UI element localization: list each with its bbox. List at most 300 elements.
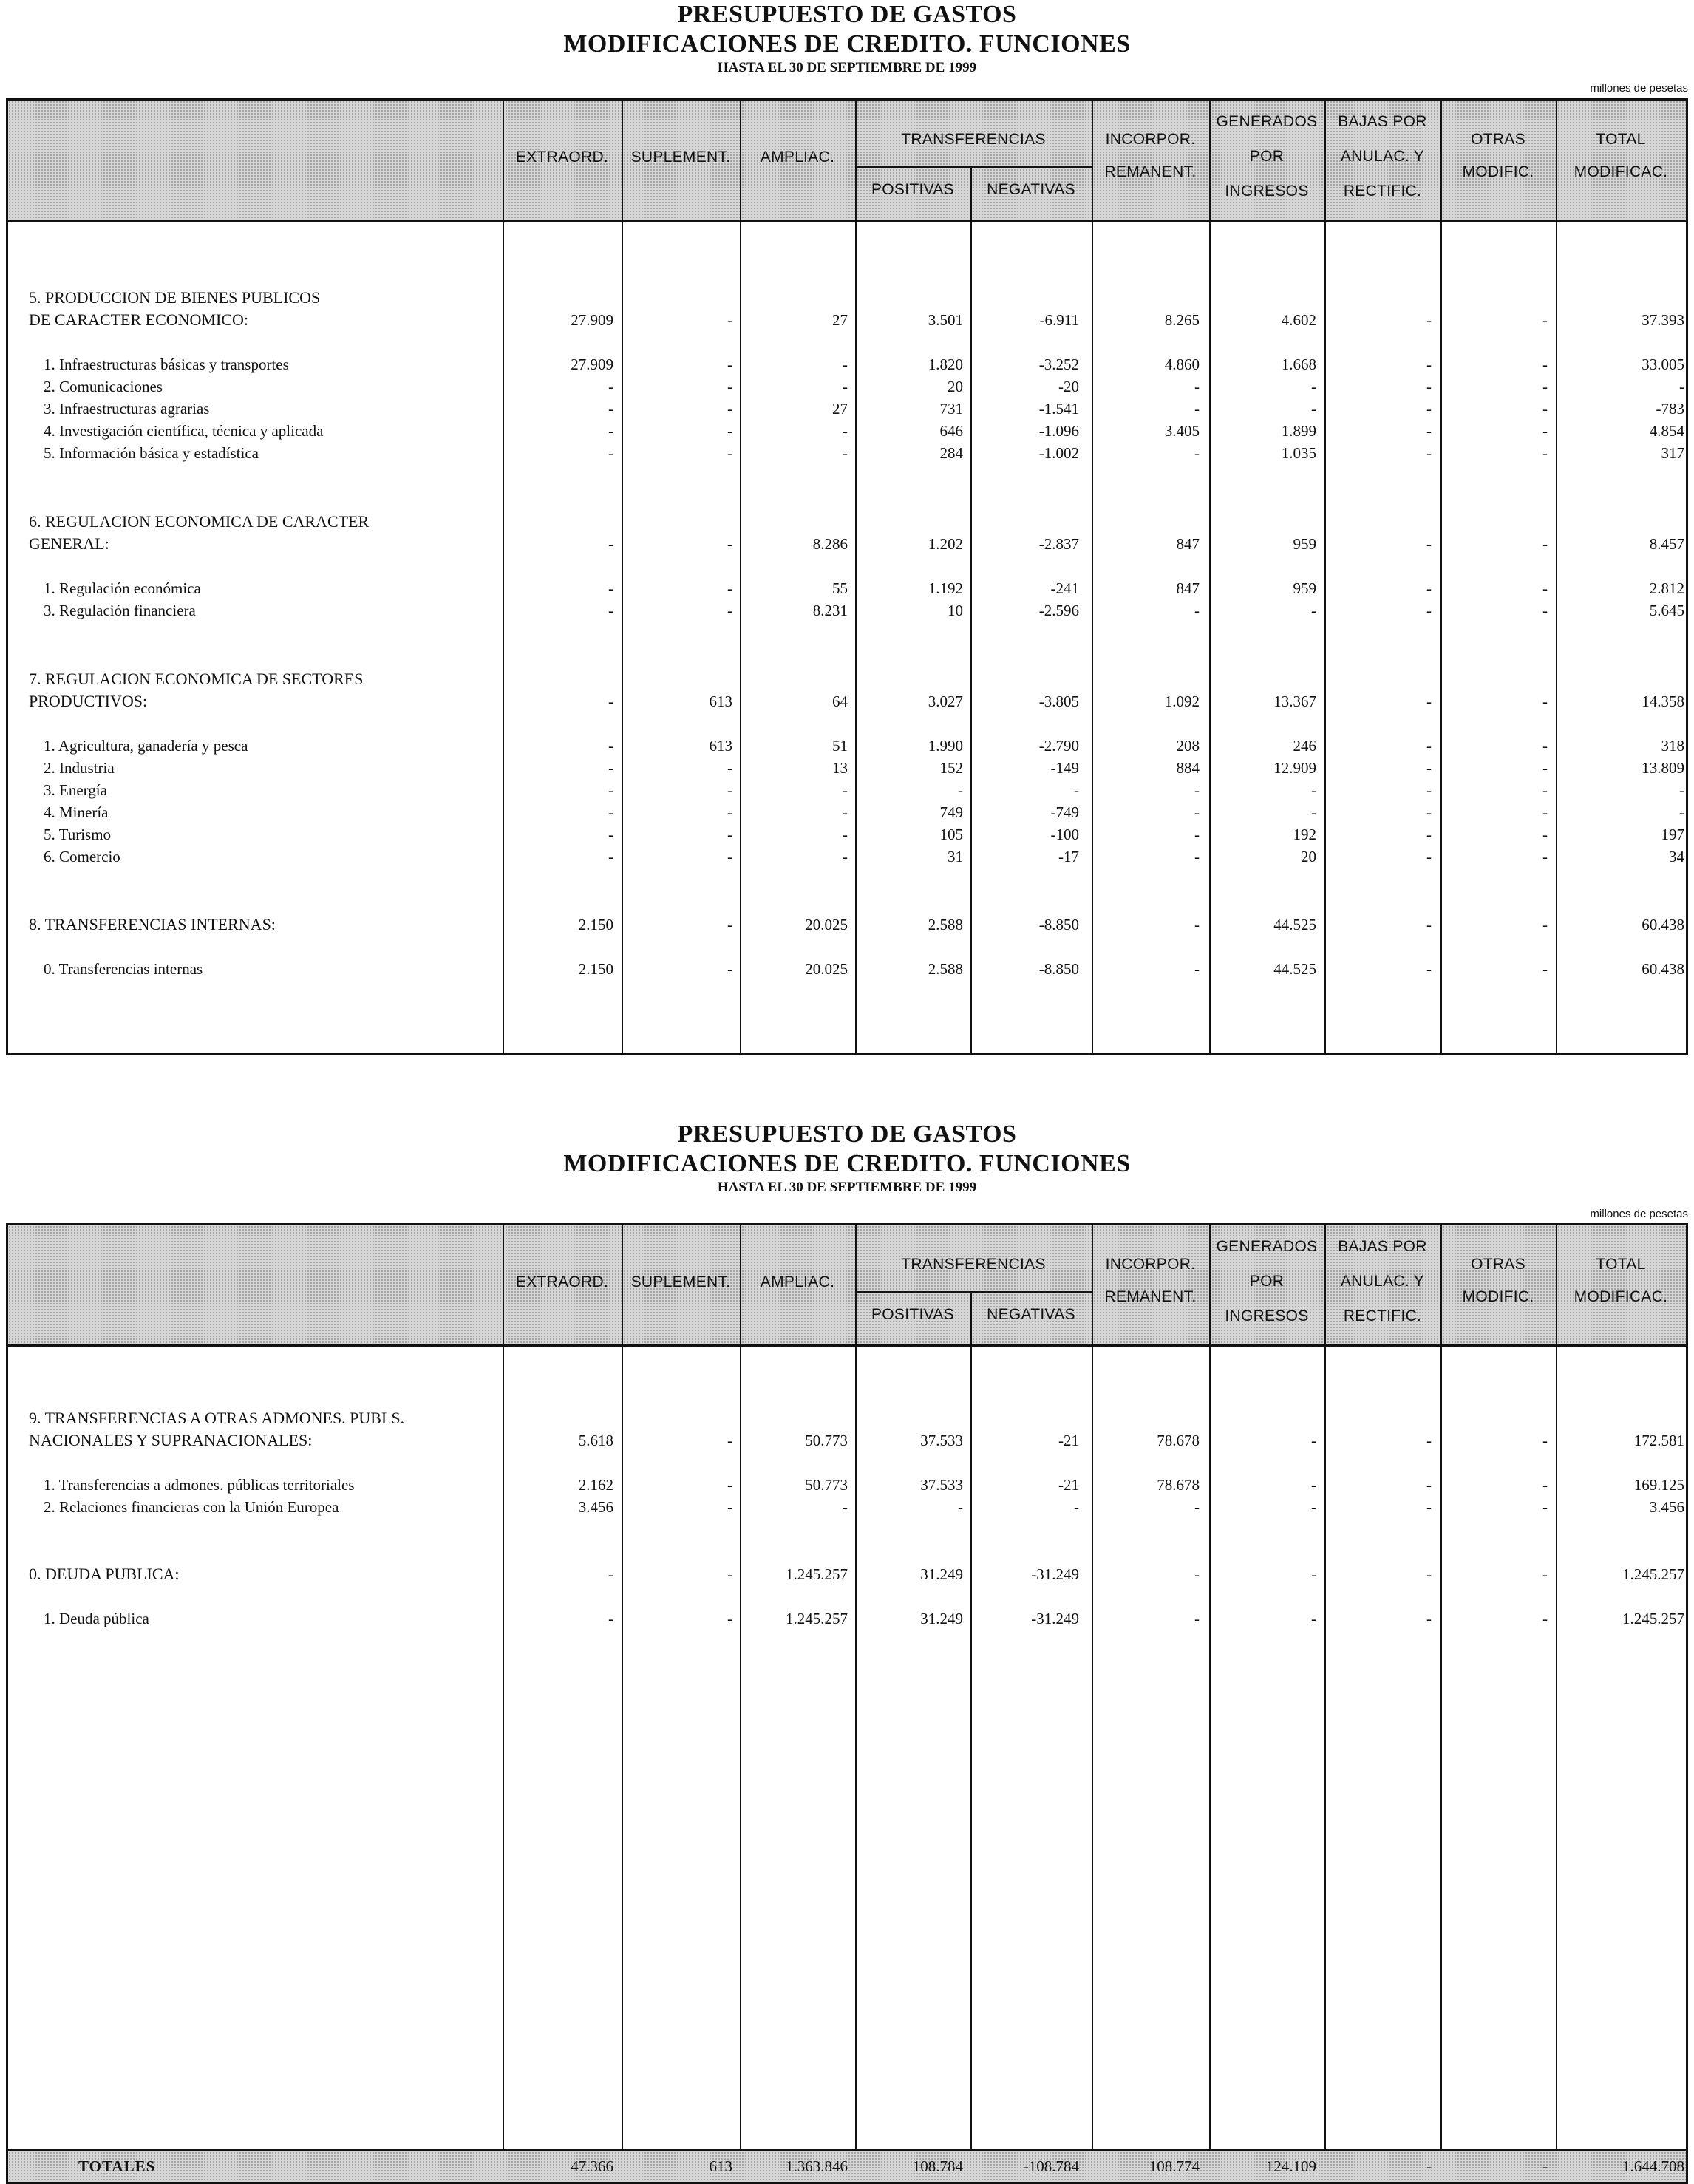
cell-suplement: - xyxy=(727,602,732,619)
cell-positivas: 731 xyxy=(939,400,963,418)
cell-incorpor: - xyxy=(1194,1498,1200,1516)
totals-incorpor: 108.774 xyxy=(1149,2157,1200,2175)
cell-bajas: - xyxy=(1426,1610,1432,1627)
cell-incorpor: - xyxy=(1194,602,1200,619)
cell-total: 13.809 xyxy=(1642,759,1684,777)
item-label: 2. Comunicaciones xyxy=(44,378,163,395)
col-suplement-header-line: SUPLEMENT. xyxy=(630,149,731,166)
cell-negativas: -6.911 xyxy=(1039,311,1079,329)
cell-negativas: -2.596 xyxy=(1038,602,1079,619)
col-transferencias-header xyxy=(855,129,1092,151)
table-row xyxy=(8,375,1686,398)
table-row xyxy=(8,801,1686,823)
cell-bajas: - xyxy=(1426,1498,1432,1516)
cell-generados: 12.909 xyxy=(1273,759,1316,777)
cell-extraord: - xyxy=(608,535,613,553)
table-1-header xyxy=(8,101,1686,222)
cell-total: 1.245.257 xyxy=(1622,1610,1684,1627)
cell-positivas: - xyxy=(958,1498,963,1516)
totals-otras: - xyxy=(1542,2157,1548,2175)
cell-otras: - xyxy=(1542,1498,1548,1516)
cell-total: 60.438 xyxy=(1642,916,1684,933)
cell-extraord: - xyxy=(608,693,613,710)
cell-total: - xyxy=(1679,803,1684,821)
cell-extraord: 27.909 xyxy=(571,311,613,329)
table-row xyxy=(8,958,1686,980)
cell-positivas: 1.820 xyxy=(928,356,963,373)
cell-suplement: 613 xyxy=(709,693,732,710)
cell-ampliac: - xyxy=(843,378,848,395)
column-divider xyxy=(622,1225,623,2182)
page1-date: HASTA EL 30 DE SEPTIEMBRE DE 1999 xyxy=(717,60,977,75)
cell-incorpor: - xyxy=(1194,1565,1200,1583)
cell-generados: 959 xyxy=(1293,535,1316,553)
cell-negativas: -1.096 xyxy=(1038,422,1079,440)
cell-extraord: 2.150 xyxy=(578,916,613,933)
table-row xyxy=(8,287,1686,309)
section-label: 6. REGULACION ECONOMICA DE CARACTER xyxy=(29,512,370,531)
cell-extraord: - xyxy=(608,602,613,619)
page2-units: millones de pesetas xyxy=(1590,1208,1688,1220)
cell-otras: - xyxy=(1542,400,1548,418)
cell-negativas: -3.805 xyxy=(1038,693,1079,710)
table-row xyxy=(8,1496,1686,1518)
column-divider xyxy=(1324,1225,1326,2182)
cell-total: - xyxy=(1679,781,1684,799)
cell-suplement: - xyxy=(727,444,732,462)
cell-positivas: 20 xyxy=(948,378,963,395)
cell-incorpor: 847 xyxy=(1176,535,1200,553)
column-divider xyxy=(1209,1225,1211,2182)
col-otras-header xyxy=(1440,129,1556,183)
cell-ampliac: 13 xyxy=(832,759,848,777)
cell-suplement: - xyxy=(727,535,732,553)
cell-total: 3.456 xyxy=(1649,1498,1684,1516)
cell-otras: - xyxy=(1542,826,1548,843)
cell-positivas: 1.202 xyxy=(928,535,963,553)
section-label: 8. TRANSFERENCIAS INTERNAS: xyxy=(29,915,276,933)
col-transferencias-header-line: TRANSFERENCIAS xyxy=(901,1256,1046,1273)
col-incorpor-header-line: INCORPOR. xyxy=(1105,131,1196,148)
item-label: 1. Transferencias a admones. públicas territoriales xyxy=(44,1476,355,1494)
cell-otras: - xyxy=(1542,848,1548,865)
col-generados-header-line: POR xyxy=(1249,148,1285,165)
page2-date: HASTA EL 30 DE SEPTIEMBRE DE 1999 xyxy=(717,1180,977,1195)
cell-incorpor: 78.678 xyxy=(1157,1476,1200,1494)
col-total-header xyxy=(1556,1253,1686,1308)
cell-generados: - xyxy=(1311,1565,1316,1583)
cell-ampliac: 27 xyxy=(832,311,848,329)
cell-incorpor: - xyxy=(1194,781,1200,799)
cell-ampliac: 20.025 xyxy=(805,916,848,933)
cell-total: 34 xyxy=(1669,848,1684,865)
table-row xyxy=(8,779,1686,801)
cell-incorpor: - xyxy=(1194,400,1200,418)
totals-generados: 124.109 xyxy=(1265,2157,1316,2175)
col-incorpor-header xyxy=(1092,1253,1209,1308)
cell-otras: - xyxy=(1542,535,1548,553)
col-bajas-header-line: ANULAC. Y xyxy=(1340,148,1425,165)
cell-negativas: -31.249 xyxy=(1031,1565,1079,1583)
cell-total: 318 xyxy=(1661,737,1684,755)
positivas-negativas-divider xyxy=(970,166,972,220)
cell-generados: - xyxy=(1311,378,1316,395)
table-row xyxy=(8,1608,1686,1630)
cell-suplement: - xyxy=(727,781,732,799)
column-divider xyxy=(1556,1225,1557,2182)
cell-otras: - xyxy=(1542,759,1548,777)
cell-incorpor: - xyxy=(1194,378,1200,395)
table-1 xyxy=(6,98,1688,1055)
col-ampliac-header-line: AMPLIAC. xyxy=(760,149,835,166)
col-suplement-header xyxy=(622,1271,740,1293)
page1-header xyxy=(0,0,1694,77)
cell-total: 60.438 xyxy=(1642,960,1684,978)
cell-generados: - xyxy=(1311,1498,1316,1516)
cell-otras: - xyxy=(1542,311,1548,329)
cell-total: 197 xyxy=(1661,826,1684,843)
cell-positivas: 31.249 xyxy=(920,1565,963,1583)
section-label: PRODUCTIVOS: xyxy=(29,692,148,710)
cell-otras: - xyxy=(1542,916,1548,933)
cell-suplement: - xyxy=(727,1565,732,1583)
cell-negativas: -8.850 xyxy=(1038,960,1079,978)
cell-bajas: - xyxy=(1426,400,1432,418)
cell-ampliac: - xyxy=(843,848,848,865)
cell-negativas: -21 xyxy=(1058,1476,1079,1494)
page1-title: PRESUPUESTO DE GASTOS xyxy=(677,1,1017,28)
cell-negativas: -20 xyxy=(1058,378,1079,395)
table-row xyxy=(8,398,1686,420)
cell-suplement: - xyxy=(727,1432,732,1449)
cell-otras: - xyxy=(1542,1565,1548,1583)
cell-total: 317 xyxy=(1661,444,1684,462)
cell-total: - xyxy=(1679,378,1684,395)
section-label: 0. DEUDA PUBLICA: xyxy=(29,1565,180,1583)
cell-positivas: 3.027 xyxy=(928,693,963,710)
cell-extraord: - xyxy=(608,737,613,755)
table-row xyxy=(8,1474,1686,1496)
cell-bajas: - xyxy=(1426,781,1432,799)
cell-generados: 959 xyxy=(1293,579,1316,597)
item-label: 2. Industria xyxy=(44,759,115,777)
cell-bajas: - xyxy=(1426,378,1432,395)
cell-generados: 4.602 xyxy=(1281,311,1316,329)
col-negativas-header-line: NEGATIVAS xyxy=(987,1306,1075,1323)
cell-total: 169.125 xyxy=(1633,1476,1684,1494)
cell-positivas: 31 xyxy=(948,848,963,865)
cell-otras: - xyxy=(1542,960,1548,978)
item-label: 3. Regulación financiera xyxy=(44,602,196,619)
cell-otras: - xyxy=(1542,1610,1548,1627)
cell-suplement: - xyxy=(727,400,732,418)
cell-positivas: 646 xyxy=(939,422,963,440)
cell-negativas: -149 xyxy=(1050,759,1079,777)
cell-ampliac: - xyxy=(843,422,848,440)
cell-generados: - xyxy=(1311,803,1316,821)
table-row xyxy=(8,846,1686,868)
col-bajas-header xyxy=(1324,111,1440,203)
table-row xyxy=(8,914,1686,936)
col-bajas-header-line: BAJAS POR xyxy=(1338,113,1427,130)
cell-generados: 1.035 xyxy=(1281,444,1316,462)
cell-negativas: -1.002 xyxy=(1038,444,1079,462)
cell-otras: - xyxy=(1542,444,1548,462)
col-incorpor-header-line: REMANENT. xyxy=(1104,1288,1197,1305)
cell-incorpor: 8.265 xyxy=(1164,311,1200,329)
positivas-negativas-divider xyxy=(970,1291,972,1344)
table-row xyxy=(8,1407,1686,1429)
cell-positivas: 31.249 xyxy=(920,1610,963,1627)
cell-ampliac: - xyxy=(843,1498,848,1516)
cell-incorpor: - xyxy=(1194,916,1200,933)
item-label: 4. Investigación científica, técnica y aplicada xyxy=(44,422,324,440)
table-row xyxy=(8,1429,1686,1452)
cell-bajas: - xyxy=(1426,848,1432,865)
cell-positivas: 1.192 xyxy=(928,579,963,597)
column-divider xyxy=(1440,1225,1442,2182)
cell-ampliac: 8.231 xyxy=(812,602,848,619)
item-label: 1. Infraestructuras básicas y transportes xyxy=(44,356,289,373)
col-positivas-header xyxy=(855,1304,970,1326)
cell-extraord: 2.162 xyxy=(578,1476,613,1494)
cell-suplement: - xyxy=(727,311,732,329)
cell-otras: - xyxy=(1542,781,1548,799)
cell-generados: 192 xyxy=(1293,826,1316,843)
col-generados-header xyxy=(1209,1236,1324,1327)
cell-extraord: 5.618 xyxy=(578,1432,613,1449)
cell-suplement: - xyxy=(727,1476,732,1494)
totals-total: 1.644.708 xyxy=(1622,2157,1684,2175)
cell-total: 2.812 xyxy=(1649,579,1684,597)
cell-negativas: -1.541 xyxy=(1038,400,1079,418)
cell-ampliac: - xyxy=(843,356,848,373)
cell-suplement: - xyxy=(727,848,732,865)
cell-ampliac: 27 xyxy=(832,400,848,418)
totals-row xyxy=(8,2149,1686,2182)
col-ampliac-header xyxy=(740,146,855,169)
col-generados-header-line: INGRESOS xyxy=(1225,1307,1309,1324)
cell-total: 4.854 xyxy=(1649,422,1684,440)
section-label: 9. TRANSFERENCIAS A OTRAS ADMONES. PUBLS. xyxy=(29,1409,405,1427)
col-generados-header-line: GENERADOS xyxy=(1216,1238,1318,1255)
cell-total: 8.457 xyxy=(1649,535,1684,553)
col-negativas-header xyxy=(970,1304,1092,1326)
table-row xyxy=(8,309,1686,331)
col-transferencias-header xyxy=(855,1253,1092,1276)
table-row xyxy=(8,757,1686,779)
cell-otras: - xyxy=(1542,579,1548,597)
cell-bajas: - xyxy=(1426,737,1432,755)
cell-bajas: - xyxy=(1426,579,1432,597)
item-label: 3. Energía xyxy=(44,781,107,799)
col-bajas-header-line: BAJAS POR xyxy=(1338,1238,1427,1255)
section-label: GENERAL: xyxy=(29,534,109,553)
col-extraord-header-line: EXTRAORD. xyxy=(515,1273,609,1290)
col-extraord-header xyxy=(503,146,622,169)
col-ampliac-header xyxy=(740,1271,855,1293)
cell-total: 14.358 xyxy=(1642,693,1684,710)
item-label: 1. Agricultura, ganadería y pesca xyxy=(44,737,248,755)
cell-extraord: - xyxy=(608,781,613,799)
cell-negativas: -8.850 xyxy=(1038,916,1079,933)
col-suplement-header xyxy=(622,146,740,169)
cell-incorpor: - xyxy=(1194,848,1200,865)
cell-extraord: 27.909 xyxy=(571,356,613,373)
cell-generados: - xyxy=(1311,1476,1316,1494)
cell-otras: - xyxy=(1542,356,1548,373)
cell-incorpor: - xyxy=(1194,826,1200,843)
cell-generados: 44.525 xyxy=(1273,960,1316,978)
cell-bajas: - xyxy=(1426,916,1432,933)
col-incorpor-header-line: REMANENT. xyxy=(1104,163,1197,180)
page2-subtitle: MODIFICACIONES DE CREDITO. FUNCIONES xyxy=(563,1150,1131,1177)
column-divider xyxy=(970,1347,972,2182)
column-divider xyxy=(740,1225,741,2182)
cell-otras: - xyxy=(1542,378,1548,395)
cell-extraord: - xyxy=(608,444,613,462)
cell-incorpor: 3.405 xyxy=(1164,422,1200,440)
cell-otras: - xyxy=(1542,803,1548,821)
cell-incorpor: - xyxy=(1194,960,1200,978)
cell-bajas: - xyxy=(1426,422,1432,440)
cell-generados: 246 xyxy=(1293,737,1316,755)
col-total-header-line: TOTAL xyxy=(1596,1256,1646,1273)
cell-ampliac: 1.245.257 xyxy=(786,1610,848,1627)
item-label: 5. Turismo xyxy=(44,826,112,843)
item-label: 4. Minería xyxy=(44,803,109,821)
cell-ampliac: 8.286 xyxy=(812,535,848,553)
cell-ampliac: - xyxy=(843,826,848,843)
cell-incorpor: 78.678 xyxy=(1157,1432,1200,1449)
cell-positivas: 749 xyxy=(939,803,963,821)
item-label: 0. Transferencias internas xyxy=(44,960,203,978)
cell-incorpor: 4.860 xyxy=(1164,356,1200,373)
table-row xyxy=(8,442,1686,464)
cell-bajas: - xyxy=(1426,356,1432,373)
table-row xyxy=(8,735,1686,757)
cell-positivas: 37.533 xyxy=(920,1432,963,1449)
cell-suplement: - xyxy=(727,826,732,843)
col-incorpor-header xyxy=(1092,129,1209,183)
totals-extraord: 47.366 xyxy=(571,2157,613,2175)
cell-ampliac: - xyxy=(843,781,848,799)
cell-total: 37.393 xyxy=(1642,311,1684,329)
cell-bajas: - xyxy=(1426,444,1432,462)
col-incorpor-header-line: INCORPOR. xyxy=(1105,1256,1196,1273)
cell-extraord: - xyxy=(608,759,613,777)
cell-negativas: -3.252 xyxy=(1038,356,1079,373)
cell-negativas: -241 xyxy=(1050,579,1079,597)
col-bajas-header-line: RECTIFIC. xyxy=(1343,183,1422,200)
section-label: DE CARACTER ECONOMICO: xyxy=(29,310,249,329)
cell-positivas: 152 xyxy=(939,759,963,777)
column-divider xyxy=(855,1225,857,2182)
cell-positivas: 1.990 xyxy=(928,737,963,755)
col-generados-header-line: POR xyxy=(1249,1273,1285,1290)
cell-ampliac: 20.025 xyxy=(805,960,848,978)
cell-ampliac: 1.245.257 xyxy=(786,1565,848,1583)
cell-suplement: - xyxy=(727,916,732,933)
cell-bajas: - xyxy=(1426,693,1432,710)
cell-negativas: -749 xyxy=(1050,803,1079,821)
cell-bajas: - xyxy=(1426,759,1432,777)
cell-positivas: 2.588 xyxy=(928,960,963,978)
cell-negativas: -2.837 xyxy=(1038,535,1079,553)
cell-suplement: - xyxy=(727,759,732,777)
cell-negativas: -17 xyxy=(1058,848,1079,865)
cell-negativas: -21 xyxy=(1058,1432,1079,1449)
col-positivas-header xyxy=(855,179,970,201)
totals-label: TOTALES xyxy=(78,2157,156,2175)
cell-generados: 1.668 xyxy=(1281,356,1316,373)
totals-positivas: 108.784 xyxy=(912,2157,963,2175)
col-total-header-line: TOTAL xyxy=(1596,131,1646,148)
cell-generados: - xyxy=(1311,400,1316,418)
cell-suplement: - xyxy=(727,1610,732,1627)
cell-suplement: - xyxy=(727,1498,732,1516)
item-label: 2. Relaciones financieras con la Unión Europea xyxy=(44,1498,339,1516)
cell-otras: - xyxy=(1542,602,1548,619)
cell-total: 1.245.257 xyxy=(1622,1565,1684,1583)
cell-extraord: - xyxy=(608,826,613,843)
cell-suplement: 613 xyxy=(709,737,732,755)
cell-suplement: - xyxy=(727,422,732,440)
cell-negativas: -2.790 xyxy=(1038,737,1079,755)
cell-total: 33.005 xyxy=(1642,356,1684,373)
cell-negativas: -31.249 xyxy=(1031,1610,1079,1627)
cell-incorpor: 847 xyxy=(1176,579,1200,597)
cell-negativas: - xyxy=(1074,781,1079,799)
cell-ampliac: 51 xyxy=(832,737,848,755)
cell-extraord: - xyxy=(608,803,613,821)
col-otras-header-line: OTRAS xyxy=(1471,1256,1525,1273)
cell-generados: 1.899 xyxy=(1281,422,1316,440)
cell-ampliac: 50.773 xyxy=(805,1476,848,1494)
cell-extraord: 3.456 xyxy=(578,1498,613,1516)
cell-ampliac: 50.773 xyxy=(805,1432,848,1449)
table-row xyxy=(8,668,1686,690)
cell-positivas: 3.501 xyxy=(928,311,963,329)
cell-otras: - xyxy=(1542,422,1548,440)
cell-negativas: - xyxy=(1074,1498,1079,1516)
cell-bajas: - xyxy=(1426,1476,1432,1494)
cell-total: 5.645 xyxy=(1649,602,1684,619)
totals-negativas: -108.784 xyxy=(1023,2157,1079,2175)
item-label: 6. Comercio xyxy=(44,848,120,865)
col-suplement-header-line: SUPLEMENT. xyxy=(630,1273,731,1290)
cell-extraord: - xyxy=(608,848,613,865)
cell-suplement: - xyxy=(727,803,732,821)
cell-incorpor: - xyxy=(1194,803,1200,821)
col-total-header-line: MODIFICAC. xyxy=(1574,1288,1668,1305)
cell-bajas: - xyxy=(1426,826,1432,843)
table-row xyxy=(8,599,1686,622)
col-positivas-header-line: POSITIVAS xyxy=(871,1306,954,1323)
col-extraord-header-line: EXTRAORD. xyxy=(515,149,609,166)
cell-extraord: - xyxy=(608,1610,613,1627)
cell-ampliac: - xyxy=(843,444,848,462)
totals-bajas: - xyxy=(1426,2157,1432,2175)
cell-incorpor: 208 xyxy=(1176,737,1200,755)
page1-subtitle: MODIFICACIONES DE CREDITO. FUNCIONES xyxy=(563,30,1131,58)
cell-positivas: 284 xyxy=(939,444,963,462)
cell-generados: - xyxy=(1311,781,1316,799)
cell-extraord: - xyxy=(608,378,613,395)
item-label: 5. Información básica y estadística xyxy=(44,444,259,462)
cell-suplement: - xyxy=(727,378,732,395)
col-otras-header-line: OTRAS xyxy=(1471,131,1525,148)
